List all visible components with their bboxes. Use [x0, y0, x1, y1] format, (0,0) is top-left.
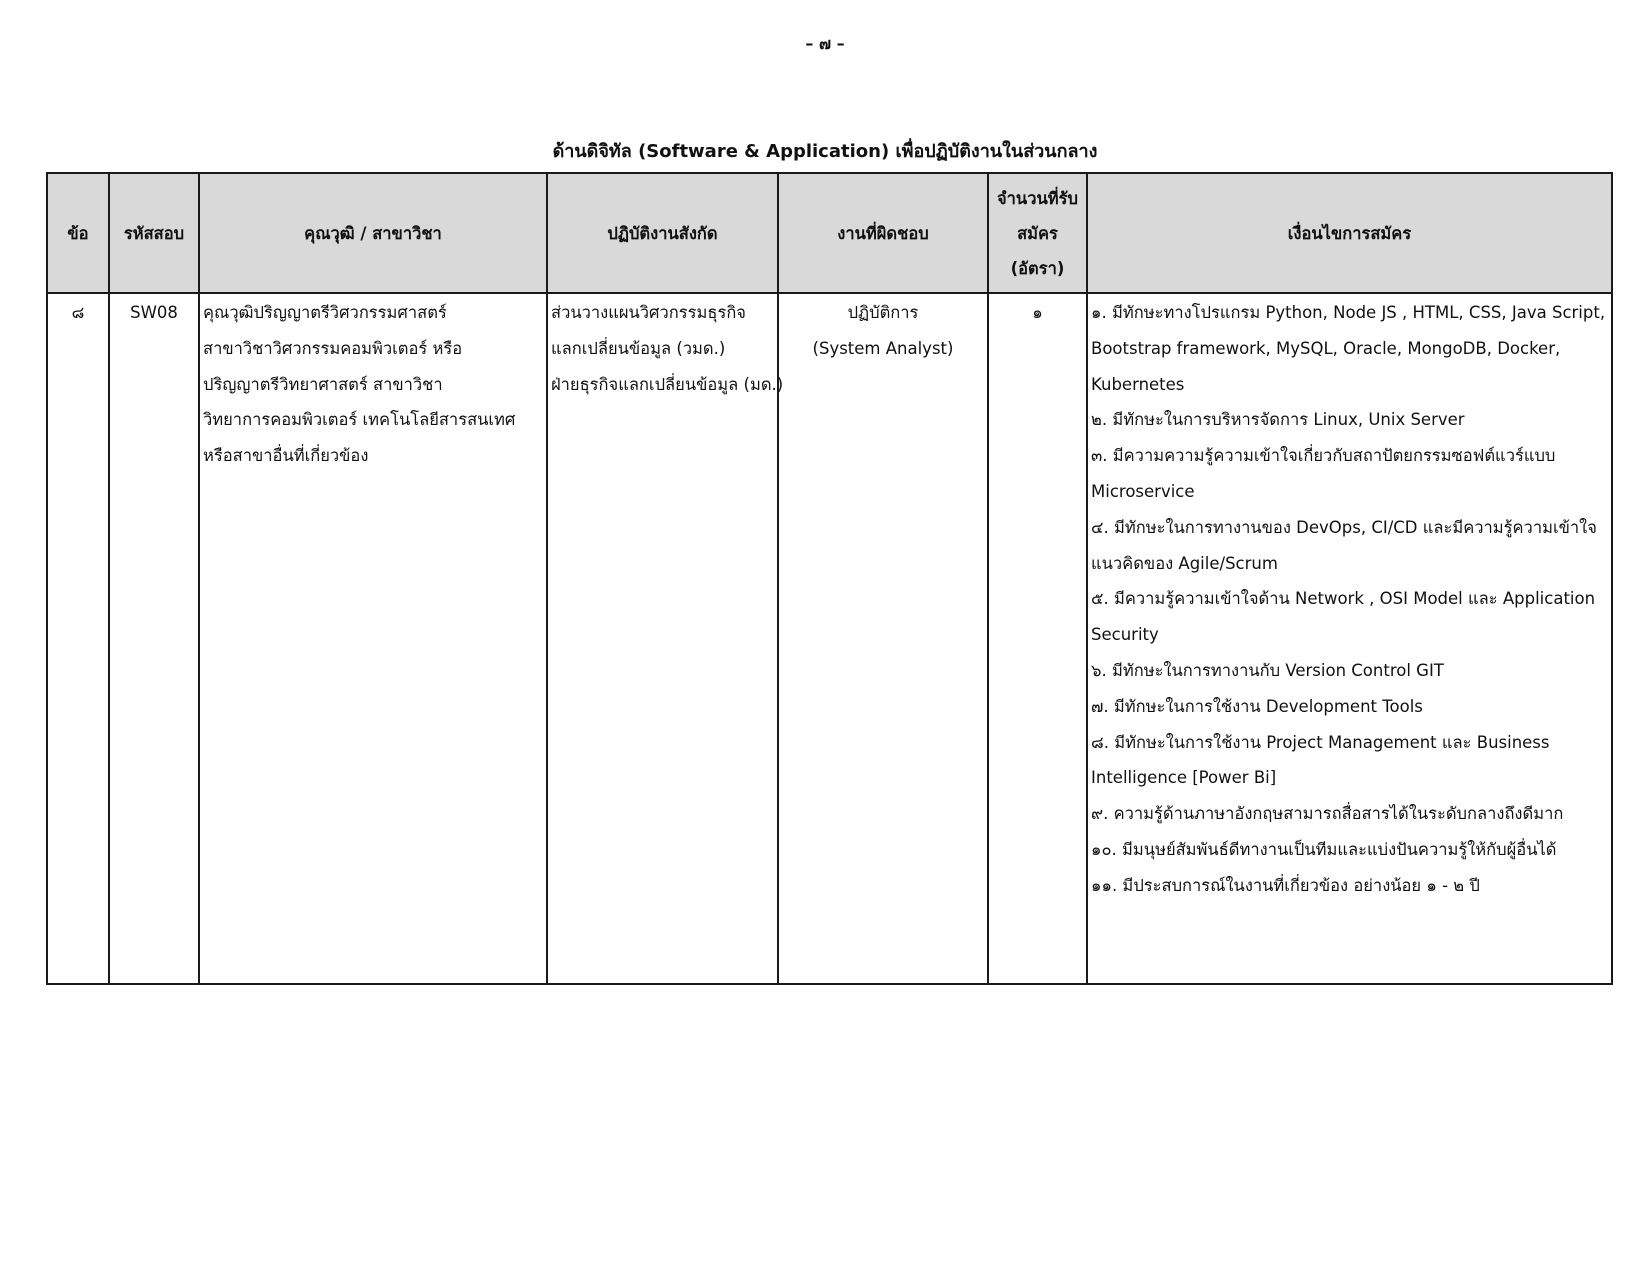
condition-line: ๕. มีความรู้ความเข้าใจด้าน Network , OSI Model และ Application — [1091, 589, 1596, 609]
cell-code: SW08 — [109, 293, 199, 984]
header-quota-line: (อัตรา) — [1010, 258, 1065, 278]
condition-line: Bootstrap framework, MySQL, Oracle, MongoDB, Docker, — [1091, 338, 1561, 358]
department-line: ส่วนวางแผนวิศวกรรมธุรกิจ — [551, 303, 746, 322]
qualification-line: คุณวุฒิปริญญาตรีวิศวกรรมศาสตร์ — [203, 303, 447, 322]
header-duty: งานที่ผิดชอบ — [778, 173, 988, 293]
cell-conditions — [1087, 293, 1612, 984]
condition-line: ๑๐. มีมนุษย์สัมพันธ์ดีทางานเป็นทีมและแบ่งปันความรู้ให้กับผู้อื่นได้ — [1091, 839, 1557, 859]
qualification-line: สาขาวิชาวิศวกรรมคอมพิวเตอร์ หรือ — [203, 338, 463, 358]
qualification-line: หรือสาขาอื่นที่เกี่ยวข้อง — [203, 446, 369, 466]
header-quota-line: สมัคร — [1017, 223, 1058, 243]
header-department: ปฏิบัติงานสังกัด — [547, 173, 778, 293]
condition-line: แนวคิดของ Agile/Scrum — [1091, 553, 1278, 573]
condition-line: ๖. มีทักษะในการทางานกับ Version Control GIT — [1091, 660, 1444, 680]
condition-line: Security — [1091, 625, 1159, 645]
department-line: แลกเปลี่ยนข้อมูล (วมด.) — [551, 338, 726, 358]
condition-line: ๘. มีทักษะในการใช้งาน Project Management และ Business — [1091, 732, 1550, 752]
header-qualification: คุณวุฒิ / สาขาวิชา — [199, 173, 547, 293]
duty-line: (System Analyst) — [812, 338, 954, 358]
table-row — [47, 293, 1612, 984]
cell-no: ๘ — [47, 293, 109, 984]
cell-quota: ๑ — [988, 293, 1087, 984]
condition-line: ๔. มีทักษะในการทางานของ DevOps, CI/CD และมีความรู้ความเข้าใจ — [1091, 517, 1597, 537]
condition-line: ๑. มีทักษะทางโปรแกรม Python, Node JS , HTML, CSS, Java Script, — [1091, 303, 1606, 322]
cell-department — [547, 293, 784, 984]
condition-line: ๑๑. มีประสบการณ์ในงานที่เกี่ยวข้อง อย่างน้อย ๑ - ๒ ปี — [1091, 875, 1480, 895]
cell-duty — [778, 293, 988, 984]
header-code: รหัสสอบ — [109, 173, 199, 293]
condition-line: ๓. มีความความรู้ความเข้าใจเกี่ยวกับสถาปัตยกรรมซอฟต์แวร์แบบ — [1091, 446, 1556, 466]
table-header-row — [47, 173, 1612, 293]
header-quota-line: จำนวนที่รับ — [997, 188, 1078, 208]
header-quota — [988, 173, 1087, 293]
duty-line: ปฏิบัติการ — [847, 303, 919, 322]
qualification-line: ปริญญาตรีวิทยาศาสตร์ สาขาวิชา — [203, 374, 443, 394]
condition-line: Microservice — [1091, 481, 1195, 501]
header-no: ข้อ — [47, 173, 109, 293]
cell-qualification — [199, 293, 547, 984]
condition-line: Kubernetes — [1091, 374, 1185, 394]
department-line: ฝ่ายธุรกิจแลกเปลี่ยนข้อมูล (มด.) — [551, 374, 784, 394]
condition-line: ๙. ความรู้ด้านภาษาอังกฤษสามารถสื่อสารได้ในระดับกลางถึงดีมาก — [1091, 804, 1564, 824]
recruitment-table — [46, 172, 1613, 985]
condition-line: ๗. มีทักษะในการใช้งาน Development Tools — [1091, 696, 1423, 716]
condition-line: Intelligence [Power Bi] — [1091, 768, 1277, 788]
document-title: ด้านดิจิทัล (Software & Application) เพื่อปฏิบัติงานในส่วนกลาง — [552, 141, 1098, 162]
condition-line: ๒. มีทักษะในการบริหารจัดการ Linux, Unix Server — [1091, 410, 1465, 430]
qualification-line: วิทยาการคอมพิวเตอร์ เทคโนโลยีสารสนเทศ — [203, 410, 516, 430]
header-conditions: เงื่อนไขการสมัคร — [1087, 173, 1612, 293]
page-number: – ๗ – — [805, 34, 845, 53]
